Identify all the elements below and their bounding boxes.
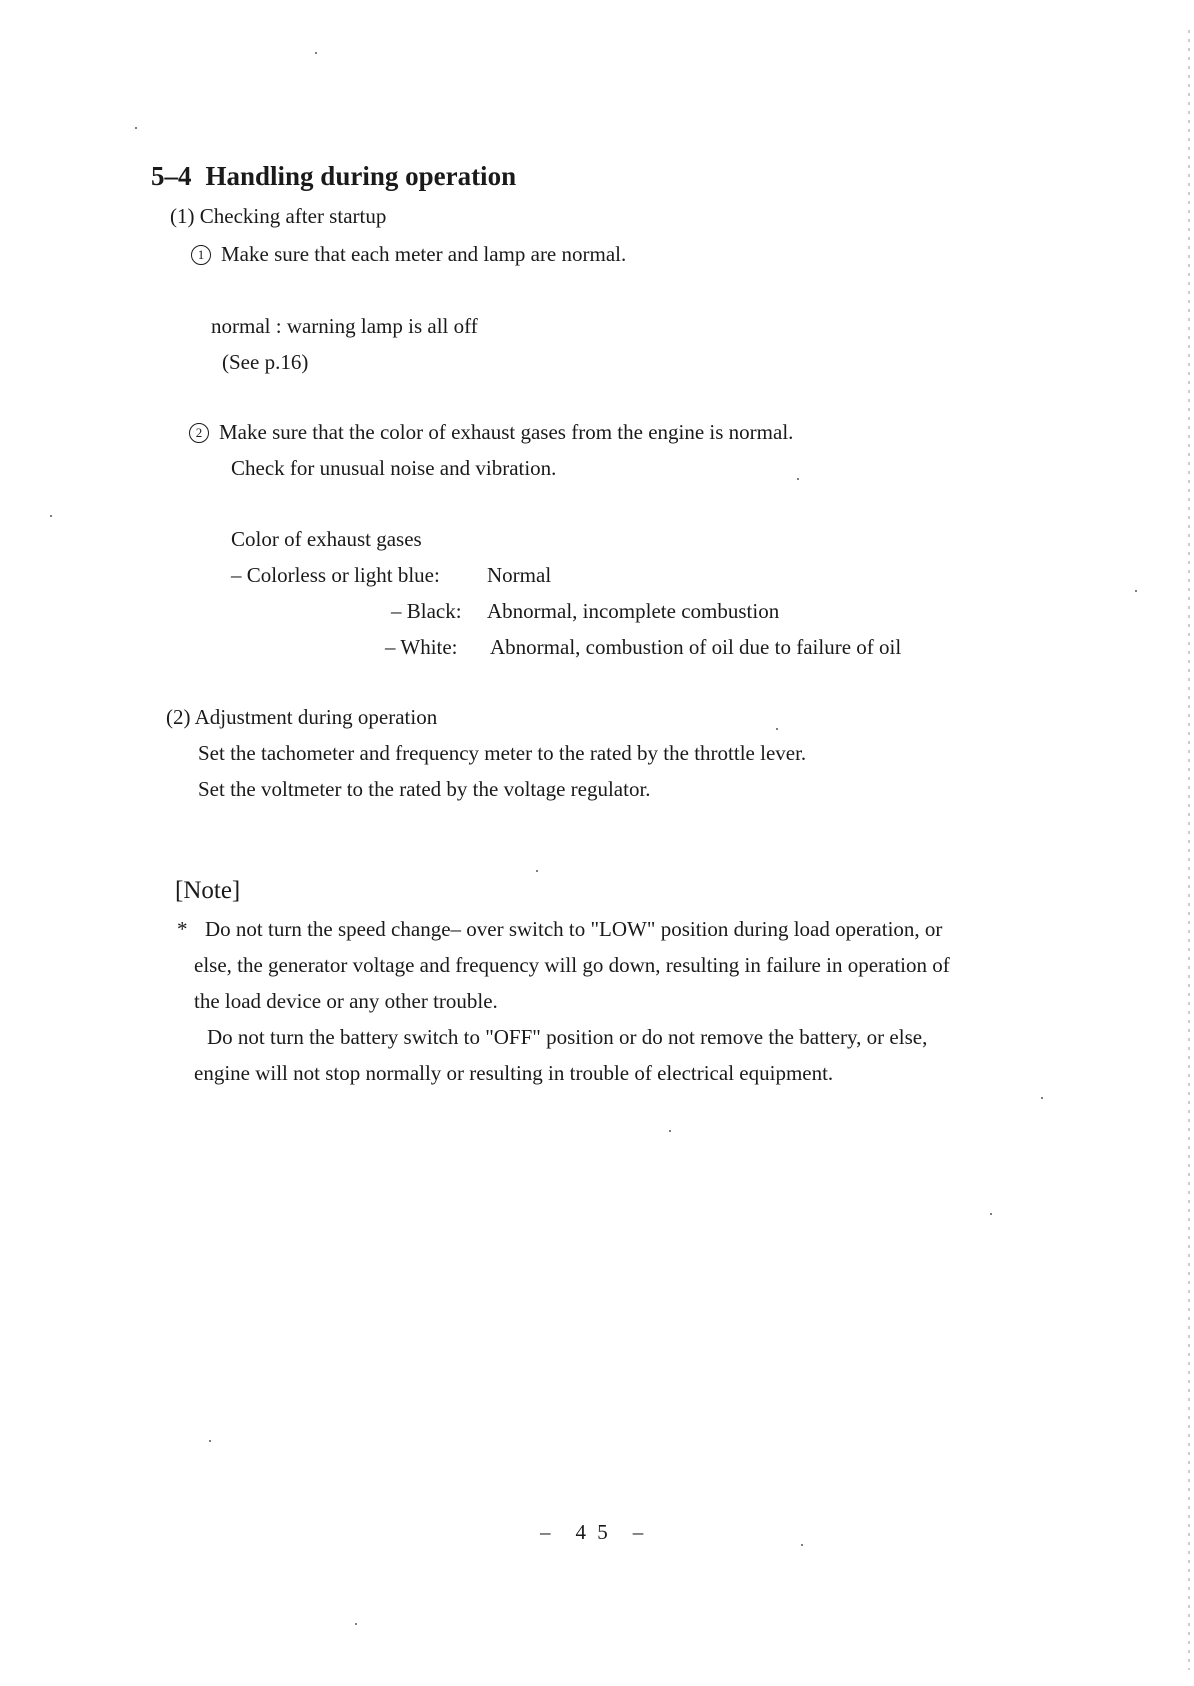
note-heading: [Note] [175, 877, 241, 904]
exhaust-color-heading: Color of exhaust gases [231, 527, 422, 551]
adjustment-line-1: Set the tachometer and frequency meter to the rated by the throttle lever. [198, 741, 807, 765]
scan-speck [50, 515, 52, 517]
item-1-marker: 1 [191, 245, 211, 265]
color-row-white-label: – White: [385, 635, 458, 659]
scan-speck [776, 728, 778, 730]
scan-speck [536, 870, 538, 872]
scan-speck [135, 127, 137, 129]
note-p2-line2: engine will not stop normally or resulting in trouble of electrical equipment. [194, 1061, 834, 1085]
item-1 [191, 241, 626, 267]
section-title [151, 160, 516, 192]
item-1-text: Make sure that each meter and lamp are normal. [221, 242, 627, 266]
adjustment-line-2: Set the voltmeter to the rated by the voltage regulator. [198, 777, 651, 801]
scan-speck [797, 478, 799, 480]
color-row-white-meaning: Abnormal, combustion of oil due to failure of oil [490, 635, 902, 659]
scan-speck [990, 1213, 992, 1215]
scan-speck [1041, 1097, 1043, 1099]
scan-speck [209, 1440, 211, 1442]
scan-speck [1135, 590, 1137, 592]
scan-speck [355, 1623, 357, 1625]
color-row-black-meaning: Abnormal, incomplete combustion [487, 599, 780, 623]
see-reference: (See p.16) [222, 350, 309, 374]
color-row-colorless-meaning: Normal [487, 563, 552, 587]
scan-edge-artifact [1188, 30, 1190, 1670]
note-p1-line1: Do not turn the speed change– over switch to "LOW" position during load operation, or [205, 917, 943, 941]
section-heading: Handling during operation [205, 161, 517, 191]
color-row-colorless-label: – Colorless or light blue: [231, 563, 440, 587]
normal-note: normal : warning lamp is all off [211, 314, 478, 338]
note-p2-line1: Do not turn the battery switch to "OFF" position or do not remove the battery, or else, [207, 1025, 928, 1049]
page-number-value: 4 5 [575, 1520, 611, 1544]
page-number-dash-left: – [540, 1520, 554, 1544]
scan-speck [801, 1544, 803, 1546]
section-number: 5–4 [151, 161, 192, 191]
subsection-2-heading: (2) Adjustment during operation [166, 705, 438, 729]
color-row-black-label: – Black: [391, 599, 462, 623]
item-2-text: Make sure that the color of exhaust gases from the engine is normal. [219, 420, 794, 444]
page-number [540, 1520, 646, 1545]
scan-speck [669, 1130, 671, 1132]
note-p1-line3: the load device or any other trouble. [194, 989, 498, 1013]
note-bullet: * [177, 917, 188, 941]
page-number-dash-right: – [632, 1520, 647, 1544]
note-p1-line2: else, the generator voltage and frequency will go down, resulting in failure in operation of [194, 953, 950, 977]
check-noise-text: Check for unusual noise and vibration. [231, 456, 557, 480]
scan-speck [315, 52, 317, 54]
item-2-marker: 2 [189, 423, 209, 443]
item-2 [189, 419, 793, 445]
subsection-1-heading: (1) Checking after startup [170, 204, 387, 228]
